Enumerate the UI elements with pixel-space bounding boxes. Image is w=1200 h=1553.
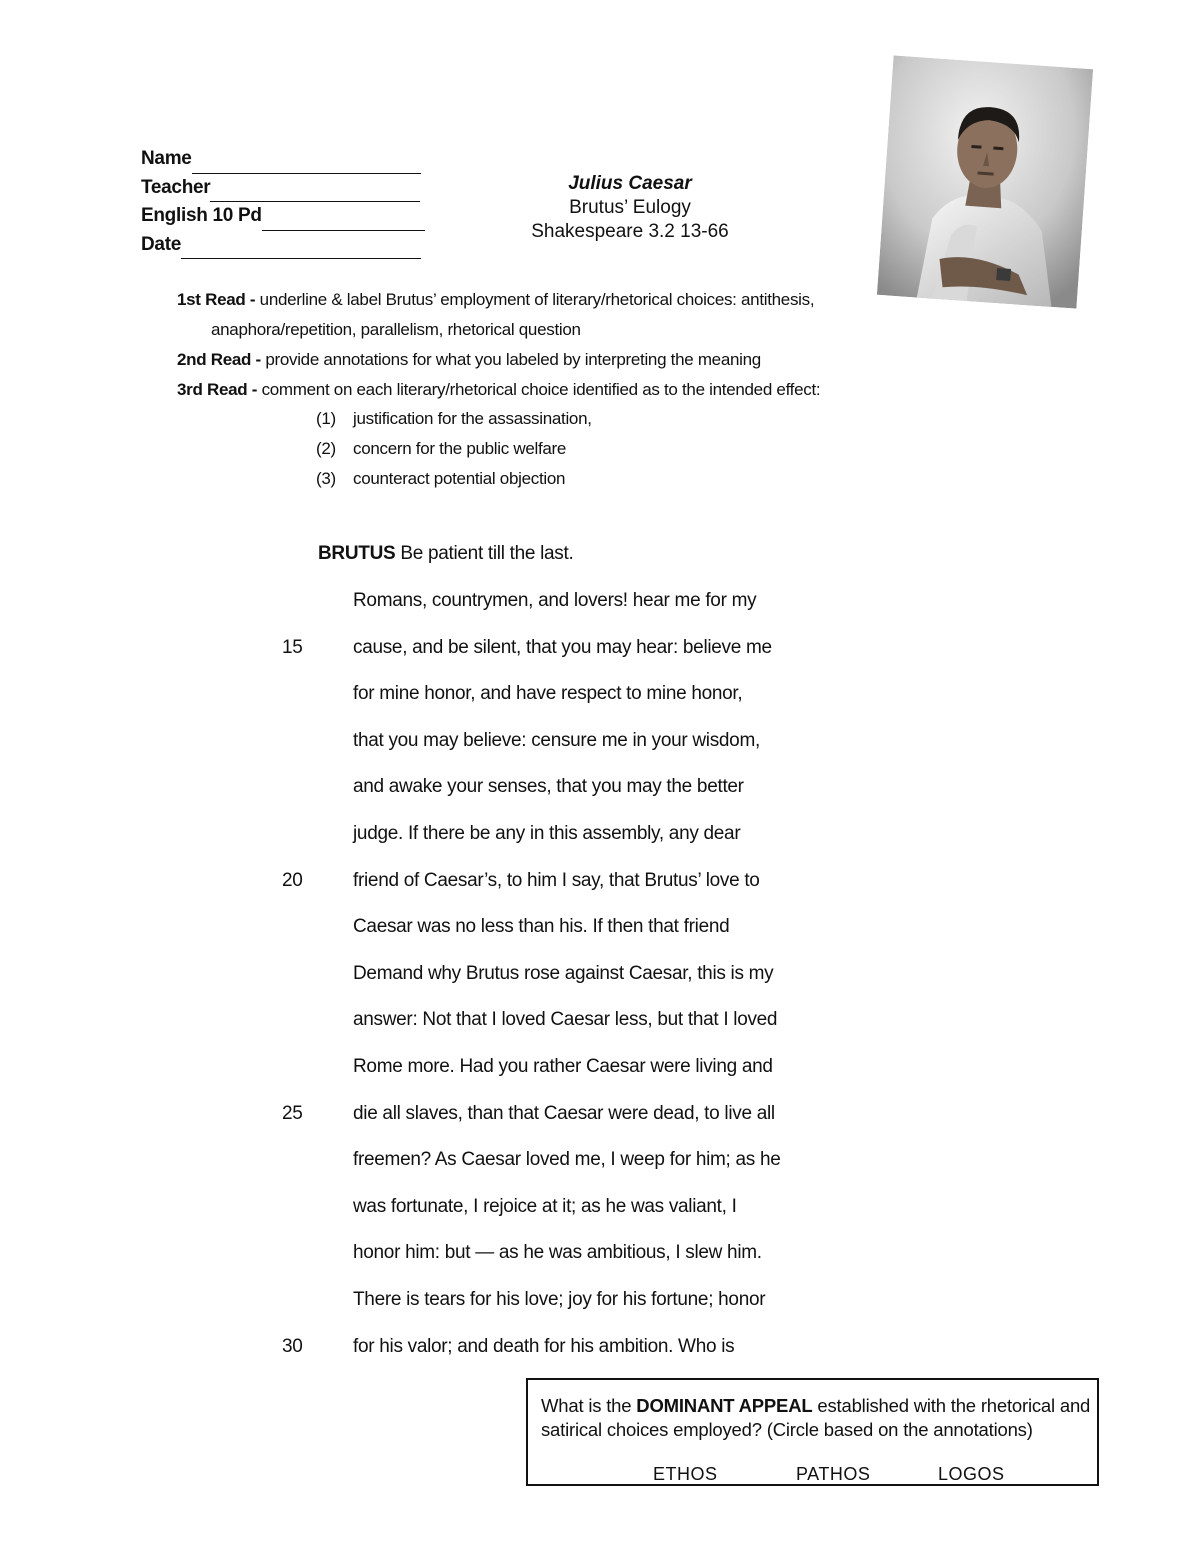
read1-label: 1st Read - bbox=[177, 290, 256, 309]
speech-line bbox=[0, 1196, 1200, 1243]
read1-instruction bbox=[177, 285, 937, 315]
line-number: 25 bbox=[282, 1102, 303, 1124]
read3-label: 3rd Read - bbox=[177, 380, 258, 399]
line-text: die all slaves, than that Caesar were dead, to live all bbox=[353, 1102, 775, 1124]
work-subtitle: Brutus’ Eulogy bbox=[569, 197, 691, 218]
header-field-blank[interactable] bbox=[262, 208, 425, 231]
speech-line bbox=[0, 683, 1200, 730]
header-field-blank[interactable] bbox=[192, 151, 421, 174]
read3-text: comment on each literary/rhetorical choice identified as to the intended effect: bbox=[257, 380, 821, 399]
header-field-label: Date bbox=[141, 233, 181, 255]
effect-text: concern for the public welfare bbox=[353, 439, 567, 458]
speech-line bbox=[0, 637, 1200, 684]
effect-item bbox=[316, 404, 592, 434]
header-field-label: Teacher bbox=[141, 176, 211, 198]
effect-number: (1) bbox=[316, 409, 336, 428]
header-field-row bbox=[141, 174, 425, 203]
speech-line bbox=[0, 1103, 1200, 1150]
work-title: Julius Caesar bbox=[568, 173, 692, 194]
speech-opening bbox=[318, 543, 573, 565]
speech-line bbox=[0, 823, 1200, 870]
appeal-question bbox=[541, 1394, 1091, 1442]
line-text: that you may believe: censure me in your wisdom, bbox=[353, 729, 760, 751]
effect-item bbox=[316, 434, 592, 464]
read1-continuation: anaphora/repetition, parallelism, rhetorical question bbox=[211, 320, 581, 339]
brutus-portrait-image bbox=[877, 55, 1093, 308]
line-number: 30 bbox=[282, 1335, 303, 1357]
speech-line bbox=[0, 590, 1200, 637]
appeal-option-logos[interactable]: LOGOS bbox=[938, 1464, 1005, 1484]
reading-instructions bbox=[177, 285, 937, 405]
line-number: 20 bbox=[282, 869, 303, 891]
line-text: Caesar was no less than his. If then that friend bbox=[353, 916, 730, 938]
speech-line bbox=[0, 1336, 1200, 1383]
line-text: There is tears for his love; joy for his fortune; honor bbox=[353, 1289, 766, 1310]
effect-number: (3) bbox=[316, 469, 336, 488]
read3-instruction bbox=[177, 375, 937, 405]
speech-line bbox=[0, 1056, 1200, 1103]
question-pre: What is the bbox=[541, 1395, 637, 1416]
header-field-blank[interactable] bbox=[181, 236, 421, 259]
line-text: cause, and be silent, that you may hear: believe me bbox=[353, 636, 772, 658]
line-text: was fortunate, I rejoice at it; as he was valiant, I bbox=[353, 1195, 737, 1217]
appeal-option-pathos[interactable]: PATHOS bbox=[796, 1464, 871, 1484]
line-text: for his valor; and death for his ambition. Who is bbox=[353, 1335, 735, 1357]
line-number: 15 bbox=[282, 636, 303, 658]
speech-line bbox=[0, 916, 1200, 963]
read2-text: provide annotations for what you labeled by interpreting the meaning bbox=[260, 350, 761, 369]
line-text: Demand why Brutus rose against Caesar, this is my bbox=[353, 962, 774, 984]
line-text: friend of Caesar’s, to him I say, that Brutus’ love to bbox=[353, 869, 760, 891]
line-text: and awake your senses, that you may the better bbox=[353, 776, 744, 798]
header-fields bbox=[141, 145, 425, 259]
speech-line bbox=[0, 730, 1200, 777]
header-field-row bbox=[141, 145, 425, 174]
effect-number: (2) bbox=[316, 439, 336, 458]
opening-line: Be patient till the last. bbox=[395, 543, 574, 564]
line-text: Rome more. Had you rather Caesar were living and bbox=[353, 1056, 773, 1077]
speech-line bbox=[0, 1149, 1200, 1196]
appeal-option-ethos[interactable]: ETHOS bbox=[653, 1464, 718, 1484]
header-field-row bbox=[141, 231, 425, 260]
speech-line bbox=[0, 963, 1200, 1010]
line-text: answer: Not that I loved Caesar less, but that I loved bbox=[353, 1009, 778, 1031]
dominant-appeal-box bbox=[526, 1378, 1099, 1486]
line-text: Romans, countrymen, and lovers! hear me for my bbox=[353, 590, 757, 611]
header-field-row bbox=[141, 202, 425, 231]
read2-label: 2nd Read - bbox=[177, 350, 261, 369]
header-field-label: English 10 Pd bbox=[141, 205, 262, 226]
speech-line bbox=[0, 1009, 1200, 1056]
portrait-photo-icon bbox=[877, 55, 1093, 308]
speech-line bbox=[0, 776, 1200, 823]
speaker-name: BRUTUS bbox=[318, 543, 396, 564]
effect-text: justification for the assassination, bbox=[353, 409, 592, 428]
question-bold: DOMINANT APPEAL bbox=[636, 1395, 813, 1416]
read2-instruction bbox=[177, 345, 937, 375]
read1-text: underline & label Brutus’ employment of literary/rhetorical choices: antithesis, bbox=[255, 290, 815, 309]
speech-line bbox=[0, 870, 1200, 917]
line-text: honor him: but — as he was ambitious, I slew him. bbox=[353, 1242, 762, 1264]
line-text: freemen? As Caesar loved me, I weep for him; as he bbox=[353, 1149, 781, 1171]
header-field-blank[interactable] bbox=[210, 179, 420, 202]
header-field-label: Name bbox=[141, 148, 192, 169]
question-post: established with the rhetorical and satirical choices employed? (Circle based on the annotations) bbox=[541, 1395, 1091, 1440]
speech-line bbox=[0, 1289, 1200, 1336]
work-citation: Shakespeare 3.2 13-66 bbox=[531, 221, 729, 242]
line-text: for mine honor, and have respect to mine honor, bbox=[353, 683, 743, 705]
effect-list bbox=[316, 404, 592, 494]
effect-text: counteract potential objection bbox=[353, 469, 566, 488]
effect-item bbox=[316, 464, 592, 494]
speech-line bbox=[0, 1242, 1200, 1289]
title-block bbox=[470, 172, 790, 244]
line-text: judge. If there be any in this assembly, any dear bbox=[353, 823, 741, 844]
